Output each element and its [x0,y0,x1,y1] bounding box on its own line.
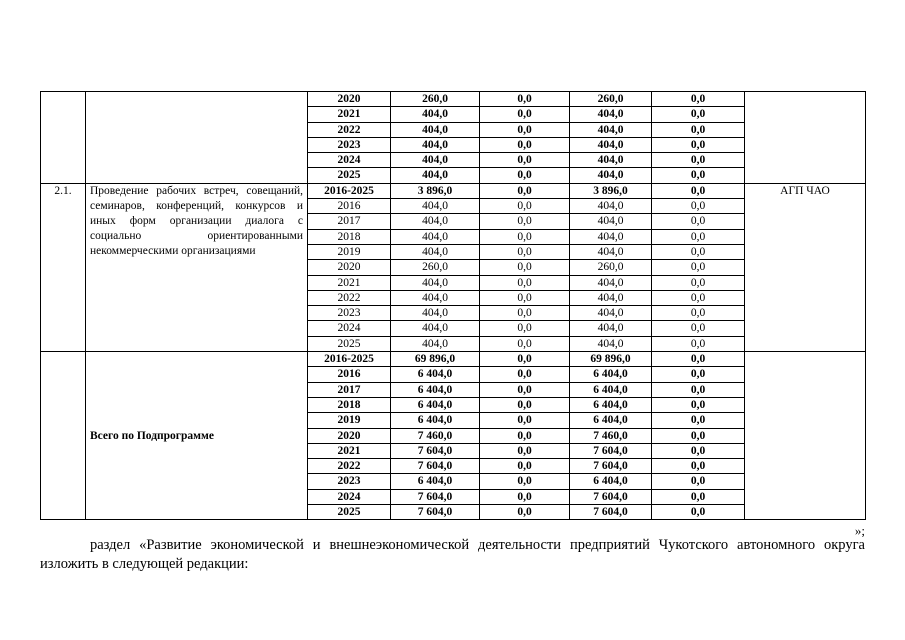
cell-col4: 0,0 [652,92,745,107]
cell-col2: 0,0 [480,413,570,428]
cell-col4: 0,0 [652,244,745,259]
cell-total: 6 404,0 [391,397,480,412]
cell-col3: 404,0 [570,306,652,321]
cell-col4: 0,0 [652,505,745,520]
cell-year: 2019 [308,413,391,428]
cell-total: 404,0 [391,321,480,336]
cell-col3: 7 604,0 [570,459,652,474]
cell-total: 404,0 [391,290,480,305]
cell-col2: 0,0 [480,199,570,214]
cell-col4: 0,0 [652,321,745,336]
cell-year: 2018 [308,229,391,244]
number-cell [41,92,86,184]
cell-col4: 0,0 [652,367,745,382]
cell-col3: 260,0 [570,260,652,275]
cell-year: 2017 [308,382,391,397]
cell-col4: 0,0 [652,306,745,321]
cell-total: 404,0 [391,122,480,137]
cell-total: 404,0 [391,153,480,168]
cell-total: 6 404,0 [391,382,480,397]
cell-col4: 0,0 [652,168,745,183]
cell-year: 2022 [308,122,391,137]
cell-col4: 0,0 [652,260,745,275]
cell-col2: 0,0 [480,397,570,412]
cell-col2: 0,0 [480,244,570,259]
cell-total: 404,0 [391,214,480,229]
paragraph: раздел «Развитие экономической и внешнеэкономической деятельности предприятий Чукотского автономного округа изложить в следующей редакции: [40,537,865,572]
cell-col4: 0,0 [652,397,745,412]
cell-total: 260,0 [391,260,480,275]
cell-col3: 7 604,0 [570,505,652,520]
budget-table [40,91,866,520]
cell-total: 3 896,0 [391,183,480,198]
cell-year: 2021 [308,443,391,458]
cell-total: 404,0 [391,306,480,321]
cell-total: 404,0 [391,107,480,122]
cell-col3: 3 896,0 [570,183,652,198]
cell-col3: 260,0 [570,92,652,107]
cell-col2: 0,0 [480,336,570,351]
cell-year: 2020 [308,92,391,107]
cell-col4: 0,0 [652,214,745,229]
cell-year: 2023 [308,306,391,321]
cell-year: 2023 [308,474,391,489]
cell-total: 404,0 [391,275,480,290]
item-responsible: АГП ЧАО [745,183,866,351]
cell-total: 6 404,0 [391,474,480,489]
cell-year: 2020 [308,428,391,443]
cell-year: 2024 [308,489,391,504]
cell-col2: 0,0 [480,183,570,198]
cell-col4: 0,0 [652,428,745,443]
cell-col3: 404,0 [570,137,652,152]
cell-col2: 0,0 [480,443,570,458]
cell-year: 2016-2025 [308,352,391,367]
cell-col2: 0,0 [480,137,570,152]
table-body [41,92,866,520]
table-row [41,352,866,367]
cell-total: 260,0 [391,92,480,107]
closing-quote: »; [854,523,865,538]
total-label: Всего по Подпрограмме [86,352,308,520]
table-row [41,92,866,107]
cell-col4: 0,0 [652,122,745,137]
cell-year: 2025 [308,168,391,183]
cell-col3: 69 896,0 [570,352,652,367]
cell-col4: 0,0 [652,275,745,290]
cell-year: 2016-2025 [308,183,391,198]
cell-col3: 6 404,0 [570,367,652,382]
cell-col4: 0,0 [652,137,745,152]
cell-col3: 404,0 [570,321,652,336]
cell-year: 2021 [308,107,391,122]
cell-col4: 0,0 [652,107,745,122]
cell-total: 404,0 [391,229,480,244]
cell-col4: 0,0 [652,336,745,351]
cell-col4: 0,0 [652,459,745,474]
cell-total: 7 604,0 [391,443,480,458]
cell-col4: 0,0 [652,489,745,504]
cell-col2: 0,0 [480,489,570,504]
cell-col3: 404,0 [570,244,652,259]
cell-total: 404,0 [391,168,480,183]
cell-total: 7 604,0 [391,505,480,520]
cell-col3: 404,0 [570,336,652,351]
cell-col2: 0,0 [480,107,570,122]
cell-year: 2016 [308,367,391,382]
cell-year: 2017 [308,214,391,229]
cell-col4: 0,0 [652,183,745,198]
cell-col2: 0,0 [480,122,570,137]
cell-col3: 7 604,0 [570,489,652,504]
total-responsible-cell [745,352,866,520]
cell-col3: 7 604,0 [570,443,652,458]
description-cell [86,92,308,184]
cell-col4: 0,0 [652,229,745,244]
cell-col2: 0,0 [480,505,570,520]
cell-year: 2025 [308,336,391,351]
cell-col2: 0,0 [480,153,570,168]
cell-col3: 404,0 [570,275,652,290]
item-description: Проведение рабочих встреч, совещаний, семинаров, конференций, конкурсов и иных форм организации диалога с социально ориентированными некоммерческими организациями [86,183,308,351]
cell-col3: 6 404,0 [570,474,652,489]
cell-total: 404,0 [391,336,480,351]
cell-col3: 404,0 [570,168,652,183]
cell-col2: 0,0 [480,260,570,275]
cell-col4: 0,0 [652,443,745,458]
cell-col4: 0,0 [652,474,745,489]
cell-total: 69 896,0 [391,352,480,367]
cell-col3: 404,0 [570,214,652,229]
cell-col3: 404,0 [570,107,652,122]
cell-total: 6 404,0 [391,413,480,428]
cell-col2: 0,0 [480,474,570,489]
cell-year: 2021 [308,275,391,290]
cell-col2: 0,0 [480,382,570,397]
total-number-cell [41,352,86,520]
cell-total: 7 460,0 [391,428,480,443]
cell-col2: 0,0 [480,352,570,367]
responsible-cell [745,92,866,184]
cell-year: 2024 [308,153,391,168]
cell-col4: 0,0 [652,153,745,168]
cell-col2: 0,0 [480,459,570,474]
cell-year: 2018 [308,397,391,412]
cell-col2: 0,0 [480,321,570,336]
cell-total: 404,0 [391,137,480,152]
cell-col3: 404,0 [570,122,652,137]
cell-col3: 404,0 [570,290,652,305]
cell-total: 7 604,0 [391,459,480,474]
cell-year: 2022 [308,290,391,305]
cell-col2: 0,0 [480,168,570,183]
cell-col3: 404,0 [570,199,652,214]
table-row [41,183,866,198]
cell-total: 404,0 [391,199,480,214]
cell-col2: 0,0 [480,214,570,229]
cell-year: 2022 [308,459,391,474]
cell-col2: 0,0 [480,306,570,321]
cell-col3: 7 460,0 [570,428,652,443]
cell-year: 2025 [308,505,391,520]
cell-col2: 0,0 [480,92,570,107]
cell-col3: 6 404,0 [570,413,652,428]
cell-col3: 6 404,0 [570,382,652,397]
cell-col3: 6 404,0 [570,397,652,412]
cell-year: 2023 [308,137,391,152]
cell-col3: 404,0 [570,229,652,244]
cell-year: 2024 [308,321,391,336]
cell-col2: 0,0 [480,367,570,382]
cell-col3: 404,0 [570,153,652,168]
cell-col2: 0,0 [480,275,570,290]
item-number: 2.1. [41,183,86,351]
cell-col2: 0,0 [480,428,570,443]
cell-year: 2016 [308,199,391,214]
cell-col4: 0,0 [652,199,745,214]
cell-col2: 0,0 [480,229,570,244]
cell-col4: 0,0 [652,382,745,397]
cell-col4: 0,0 [652,413,745,428]
cell-col2: 0,0 [480,290,570,305]
cell-year: 2020 [308,260,391,275]
cell-col4: 0,0 [652,290,745,305]
cell-total: 6 404,0 [391,367,480,382]
cell-col4: 0,0 [652,352,745,367]
cell-total: 404,0 [391,244,480,259]
cell-year: 2019 [308,244,391,259]
cell-total: 7 604,0 [391,489,480,504]
